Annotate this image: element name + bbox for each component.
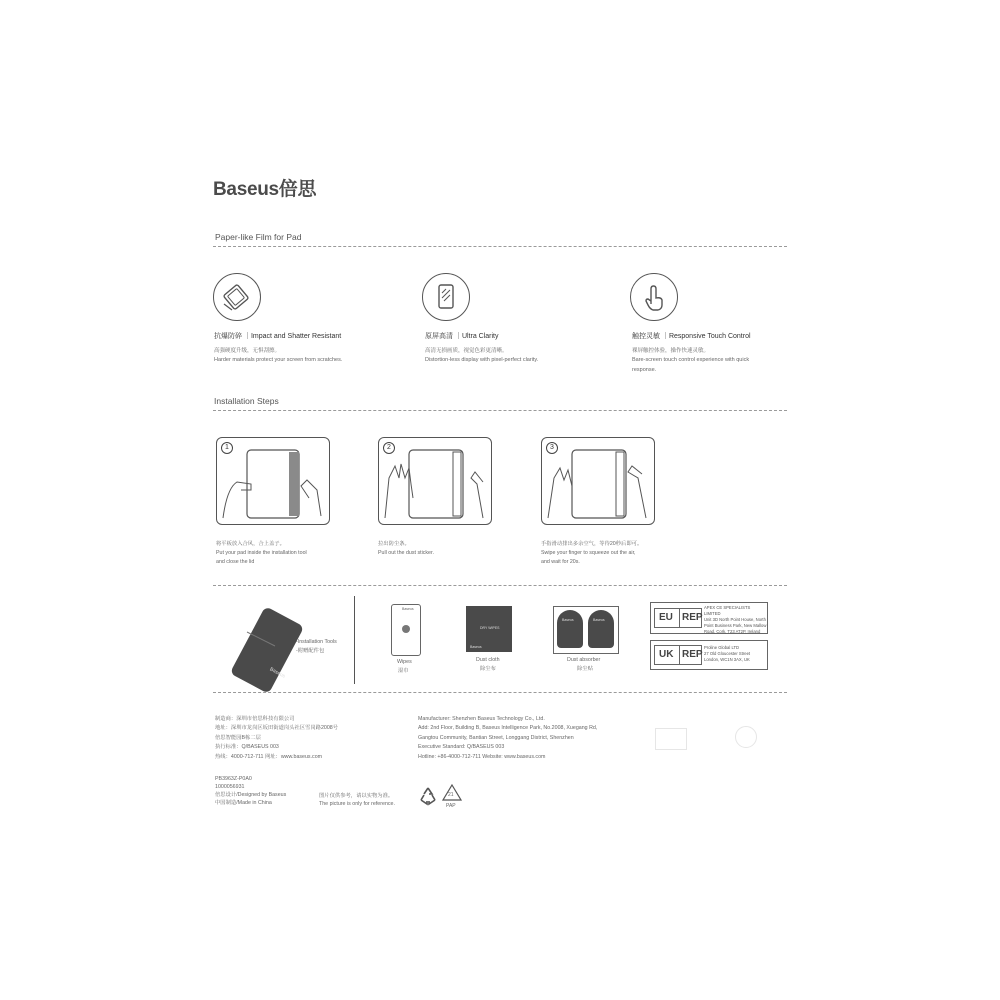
address-line: London, WC1N 3AX, UK [704, 657, 750, 662]
dust-absorber-sheet [553, 606, 619, 654]
pouch-brand: Baseus [268, 666, 287, 680]
step-en: Put your pad inside the installation tool [216, 550, 307, 556]
eu-rep-address [704, 605, 767, 635]
footer-line: Executive Standard: Q/BASEUS 003 [418, 744, 505, 751]
rep-region: UK [659, 649, 674, 660]
step-text [541, 540, 661, 567]
hands-tablet-icon [217, 438, 329, 524]
feature-en: Distortion-less display with pixel-perfect clarity. [425, 357, 539, 363]
shield-tablet-icon [213, 273, 261, 321]
uk-rep-tag [654, 645, 702, 665]
feature-title: 触控灵敏 ｜Responsive Touch Control [632, 333, 751, 340]
certification-mark-icon [735, 726, 757, 748]
footer-line: Manufacturer: Shenzhen Baseus Technology Co., Ltd. [418, 716, 545, 722]
wipes-label-en: Wipes [397, 659, 412, 665]
step-cn: 手指滑动排出多余空气，等待20秒后即可。 [541, 541, 643, 547]
step-text [378, 540, 498, 558]
uk-rep-box [650, 640, 768, 670]
step-cn: 拉出防尘条。 [378, 541, 410, 547]
feature-title: 抗爆防碎 ｜Impact and Shatter Resistant [214, 333, 342, 340]
clear-screen-icon [422, 273, 470, 321]
dust-cloth-packet [466, 606, 512, 652]
address-line: Point Business Park, New Mallow [704, 623, 767, 628]
absorber-brand: Baseus [562, 618, 574, 622]
design-note: 倍思设计/Designed by Baseus [215, 792, 287, 798]
feature-cn: 高强硬度升级，无惧刮擦。 [214, 348, 281, 354]
footer-line: 执行标准：Q/BASEUS 003 [215, 744, 279, 751]
pap-label: PAP [446, 803, 456, 809]
manufacturer-en [418, 715, 597, 762]
step-cn: 将平板放入合风，合上盖子。 [216, 541, 285, 547]
footer-line: Add: 2nd Floor, Building B, Baseus Intelligence Park, No.2008, Xuegang Rd, [418, 725, 598, 732]
feature-cn: 高清无损画质，视觉色彩更清晰。 [425, 348, 508, 354]
step-number: 3 [546, 442, 558, 454]
manufacturer-cn [215, 715, 338, 762]
picture-note-cn: 图片仅供参考，请以实物为准。 [319, 793, 394, 799]
address-line: 27 Old Gloucester Street [704, 651, 751, 656]
feature-title: 原屏高清 ｜Ultra Clarity [425, 333, 499, 340]
footer-line: 倍思智能园B栋二层 [215, 734, 261, 741]
address-line: Unit 3D North Point House, North [704, 617, 766, 622]
tag-divider [679, 609, 680, 627]
address-line: Proline Global LTD [704, 645, 740, 650]
feature-touch [630, 273, 678, 321]
footer-line: 地址：深圳市龙岗区坂田街道岗头社区雪岗路2008号 [215, 725, 339, 732]
wipes-brand: Baseus [402, 607, 414, 611]
address-line: Road, Cork, T23 AT2P, Ireland [704, 629, 761, 634]
divider [213, 692, 787, 693]
feature-clarity [422, 273, 470, 321]
footer-line: Hotline: +86-4000-712-711 Website: www.baseus.com [418, 753, 546, 760]
tool-label-en: -Installation Tools [296, 639, 337, 645]
step-text [216, 540, 336, 567]
picture-note-en: The picture is only for reference. [319, 801, 395, 807]
eu-rep-box [650, 602, 768, 634]
step-en: and close the lid [216, 559, 255, 565]
brand-logo: Baseus倍思 [213, 179, 317, 200]
separator [354, 596, 355, 684]
rep-region: EU [659, 612, 673, 623]
installation-title: Installation Steps [214, 396, 279, 406]
rep-label: REP [682, 649, 703, 660]
footer-line: 制造商：深圳市倍思科技有限公司 [215, 716, 295, 722]
product-code: PB3963Z-P0A0 [215, 776, 252, 782]
eu-rep-tag [654, 608, 702, 628]
cloth-label: DRY WIPES [480, 626, 500, 630]
product-codes [215, 775, 286, 807]
pap-code: 21 [448, 792, 454, 798]
cloth-label-cn: 除尘布 [480, 666, 496, 672]
absorber-sticker [557, 610, 583, 648]
absorber-brand: Baseus [593, 618, 605, 622]
divider [213, 585, 787, 586]
feature-en: Bare-screen touch control experience with quick response. [632, 357, 750, 373]
recycle-icon [418, 786, 438, 806]
step-illustration [216, 437, 330, 525]
step-number: 2 [383, 442, 395, 454]
hands-tablet-icon [542, 438, 654, 524]
absorber-label-cn: 除尘贴 [577, 666, 593, 672]
divider [213, 410, 787, 411]
step-en: Pull out the dust sticker. [378, 550, 434, 556]
cloth-brand: Baseus [470, 645, 482, 649]
wipes-logo-icon [402, 625, 410, 633]
wipes-label-cn: 湿巾 [398, 668, 409, 674]
origin-note: 中国制造/Made in China [215, 800, 272, 806]
address-line: APEX CE SPECIALISTS LIMITED [704, 605, 751, 616]
step-illustration [541, 437, 655, 525]
rep-label: REP [682, 612, 703, 623]
cloth-label-en: Dust cloth [476, 657, 500, 663]
touch-finger-icon [630, 273, 678, 321]
divider [213, 246, 787, 247]
step-number: 1 [221, 442, 233, 454]
feature-impact [213, 273, 261, 321]
step-en: Swipe your finger to squeeze out the air, [541, 550, 636, 556]
step-illustration [378, 437, 492, 525]
hands-tablet-icon [379, 438, 491, 524]
uk-rep-address [704, 645, 750, 663]
footer-line: Gangtou Community, Bantian Street, Longgang District, Shenzhen [418, 734, 574, 741]
footer-line: 热线：4000-712-711 网址：www.baseus.com [215, 753, 323, 760]
product-code: 1000056931 [215, 784, 245, 790]
absorber-sticker [588, 610, 614, 648]
step-en: and wait for 20s. [541, 559, 580, 565]
feature-cn: 裸屏触控体验，操作快速灵敏。 [632, 348, 710, 354]
wipes-packet [391, 604, 421, 656]
picture-note [319, 792, 395, 808]
tag-divider [679, 646, 680, 664]
barcode-placeholder-icon [655, 728, 687, 750]
feature-en: Harder materials protect your screen from scratches. [214, 357, 343, 363]
absorber-label-en: Dust absorber [567, 657, 601, 663]
product-title: Paper-like Film for Pad [215, 232, 302, 242]
tool-pouch [233, 612, 295, 680]
tool-label-cn: -附赠配件包 [296, 648, 325, 654]
